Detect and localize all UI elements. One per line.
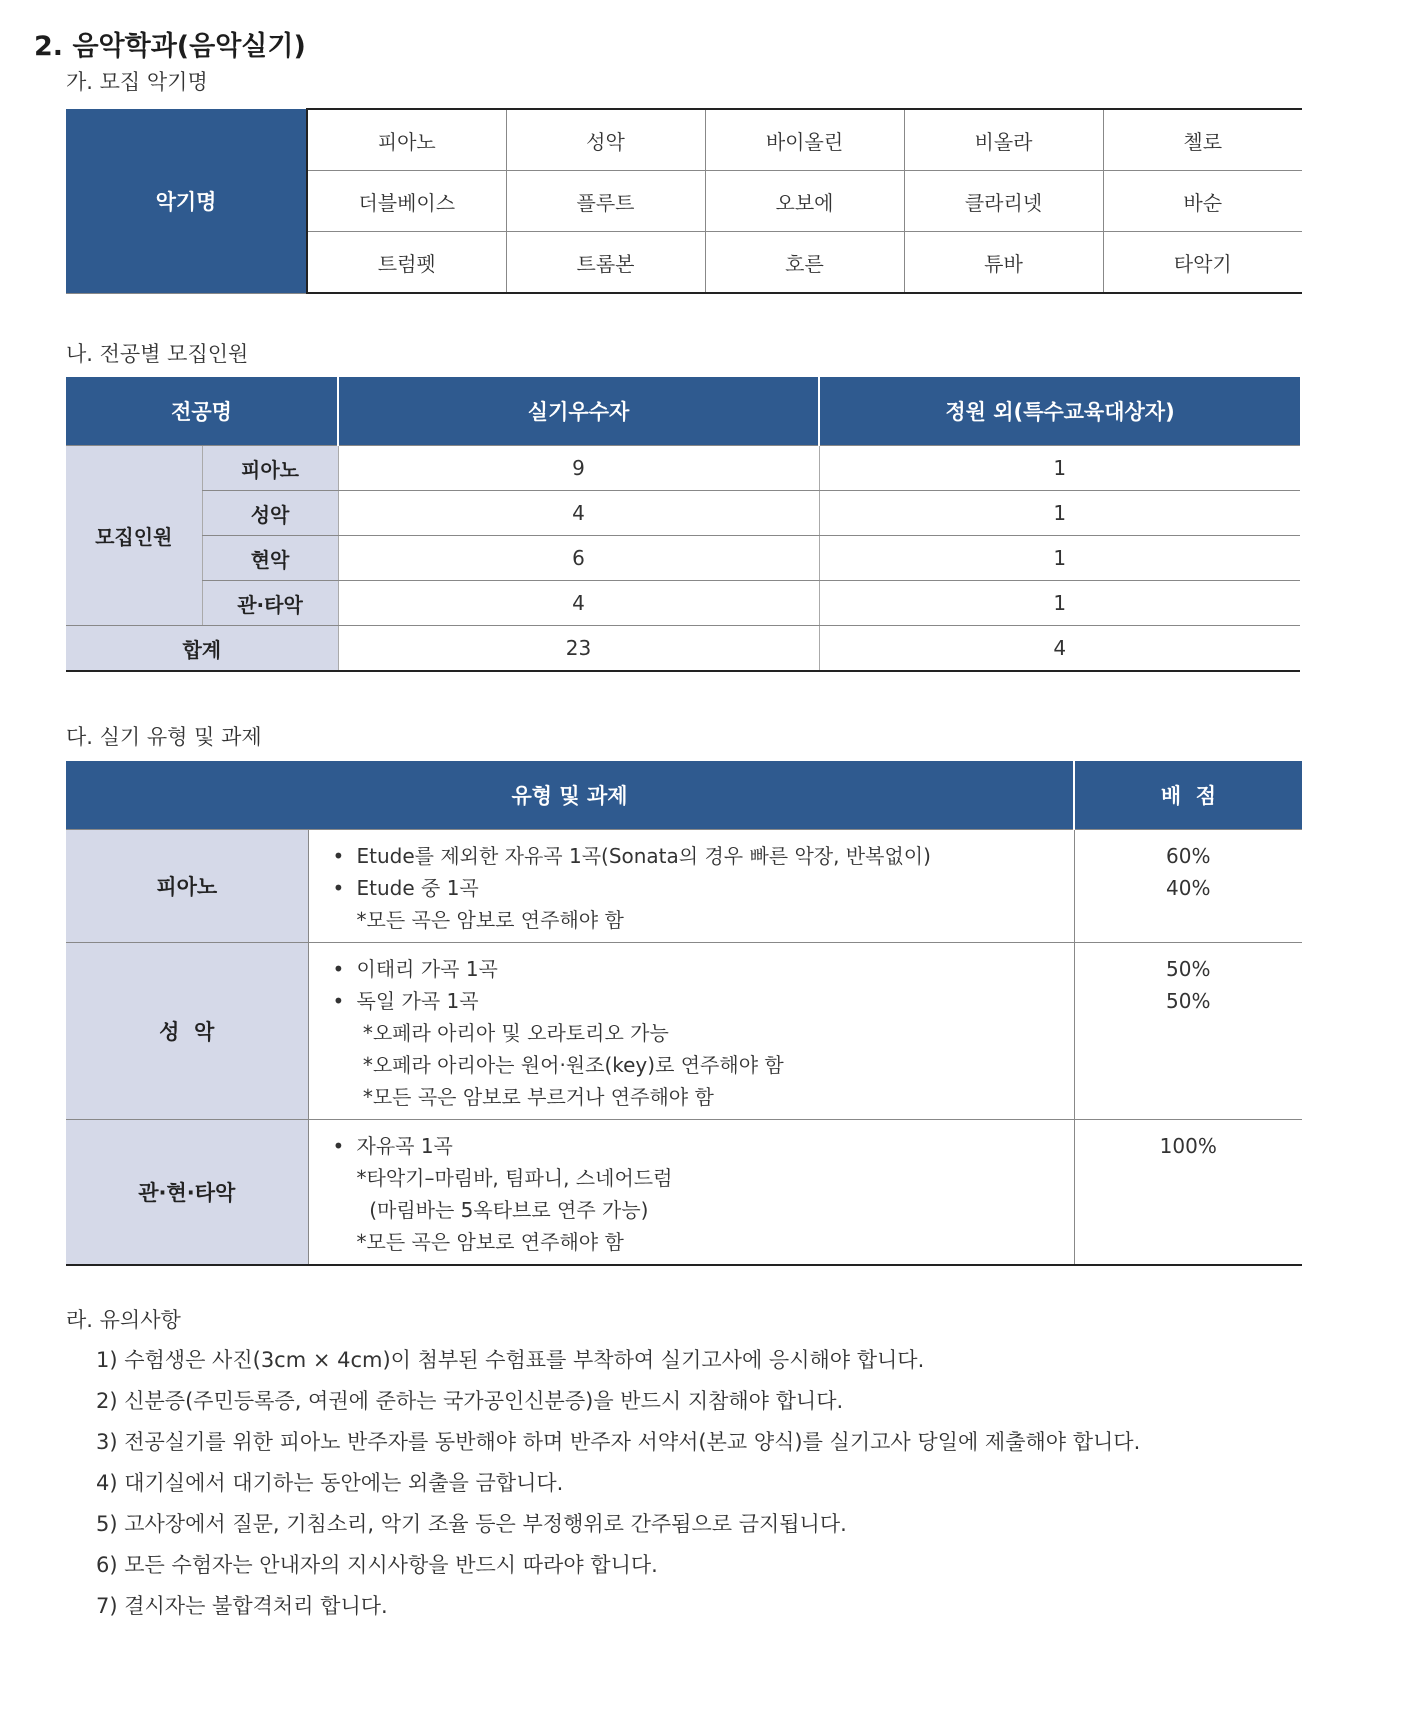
quota-major: 성악 [202, 491, 338, 536]
notes-heading: 라. 유의사항 [66, 1308, 181, 1332]
quota-header-excellent: 실기우수자 [338, 377, 819, 446]
task-score: 100% [1159, 1134, 1217, 1158]
task-scores [1075, 1120, 1303, 1162]
instrument-cell: 클라리넷 [904, 171, 1103, 232]
task-line: • Etude 중 1곡 [332, 876, 479, 900]
quota-excellent: 4 [338, 491, 819, 536]
task-scores [1075, 830, 1303, 904]
instrument-cell: 바순 [1103, 171, 1302, 232]
task-line: *타악기–마림바, 팀파니, 스네어드럼 [356, 1166, 673, 1190]
task-line: *오페라 아리아 및 오라토리오 가능 [356, 1021, 669, 1045]
instrument-cell: 첼로 [1103, 109, 1302, 171]
quota-extra: 1 [819, 536, 1300, 581]
task-score: 50% [1166, 957, 1211, 981]
task-line: (마림바는 5옥타브로 연주 가능) [356, 1198, 649, 1222]
note-item: 4) 대기실에서 대기하는 동안에는 외출을 금합니다. [96, 1471, 564, 1495]
instrument-cell: 비올라 [904, 109, 1103, 171]
quota-excellent: 9 [338, 446, 819, 491]
task-lines [309, 943, 1074, 1119]
note-item: 2) 신분증(주민등록증, 여권에 준하는 국가공인신분증)을 반드시 지참해야 합니다. [96, 1389, 844, 1413]
instrument-cell: 플루트 [506, 171, 705, 232]
instrument-cell: 오보에 [705, 171, 904, 232]
instrument-cell: 성악 [506, 109, 705, 171]
notes-section [66, 1304, 1141, 1618]
quota-header-major: 전공명 [66, 377, 338, 446]
task-score: 40% [1166, 876, 1211, 900]
quota-group-label: 모집인원 [66, 446, 202, 626]
task-line: *모든 곡은 암보로 부르거나 연주해야 함 [356, 1085, 714, 1109]
tasks-heading: 다. 실기 유형 및 과제 [66, 725, 262, 749]
note-item: 6) 모든 수험자는 안내자의 지시사항을 반드시 따라야 합니다. [96, 1553, 658, 1577]
note-item: 5) 고사장에서 질문, 기침소리, 악기 조율 등은 부정행위로 간주됨으로 금지됩니다. [96, 1512, 847, 1536]
quota-excellent: 6 [338, 536, 819, 581]
instruments-heading: 가. 모집 악기명 [66, 70, 208, 94]
quota-major: 피아노 [202, 446, 338, 491]
task-line: • 이태리 가곡 1곡 [332, 957, 498, 981]
task-scores [1075, 943, 1303, 1017]
task-label-brass-strings-percussion: 관·현·타악 [66, 1120, 308, 1266]
instrument-cell: 호른 [705, 232, 904, 294]
note-item: 1) 수험생은 사진(3cm × 4cm)이 첨부된 수험표를 부착하여 실기고사에 응시해야 합니다. [96, 1348, 925, 1372]
task-label-piano: 피아노 [66, 830, 308, 943]
task-line: *모든 곡은 암보로 연주해야 함 [356, 908, 624, 932]
instrument-cell: 튜바 [904, 232, 1103, 294]
task-score: 50% [1166, 989, 1211, 1013]
instrument-cell: 더블베이스 [307, 171, 506, 232]
quota-heading: 나. 전공별 모집인원 [66, 342, 249, 366]
quota-total-excellent: 23 [338, 626, 819, 672]
task-line: *오페라 아리아는 원어·원조(key)로 연주해야 함 [356, 1053, 784, 1077]
instruments-table [66, 108, 1302, 294]
quota-excellent: 4 [338, 581, 819, 626]
tasks-header-type: 유형 및 과제 [66, 761, 1074, 830]
quota-major: 관·타악 [202, 581, 338, 626]
instrument-cell: 트롬본 [506, 232, 705, 294]
quota-total-label: 합계 [66, 626, 338, 672]
instrument-row-label: 악기명 [66, 109, 307, 293]
quota-major: 현악 [202, 536, 338, 581]
instrument-cell: 트럼펫 [307, 232, 506, 294]
task-line: *모든 곡은 암보로 연주해야 함 [356, 1230, 624, 1254]
section-title: 2. 음악학과(음악실기) [34, 31, 306, 62]
quota-total-extra: 4 [819, 626, 1300, 672]
task-lines [309, 1120, 1074, 1264]
task-line: • 독일 가곡 1곡 [332, 989, 479, 1013]
quota-extra: 1 [819, 446, 1300, 491]
quota-extra: 1 [819, 581, 1300, 626]
instrument-cell: 피아노 [307, 109, 506, 171]
quota-extra: 1 [819, 491, 1300, 536]
task-line: • Etude를 제외한 자유곡 1곡(Sonata의 경우 빠른 악장, 반복없이) [332, 844, 931, 868]
quota-table [66, 377, 1300, 672]
instrument-cell: 바이올린 [705, 109, 904, 171]
task-label-vocal: 성 악 [66, 943, 308, 1120]
instrument-cell: 타악기 [1103, 232, 1302, 294]
tasks-table [66, 761, 1302, 1266]
quota-header-extra: 정원 외(특수교육대상자) [819, 377, 1300, 446]
task-score: 60% [1166, 844, 1211, 868]
tasks-header-score: 배 점 [1074, 761, 1302, 830]
task-lines [309, 830, 1074, 942]
task-line: • 자유곡 1곡 [332, 1134, 453, 1158]
note-item: 7) 결시자는 불합격처리 합니다. [96, 1594, 388, 1618]
note-item: 3) 전공실기를 위한 피아노 반주자를 동반해야 하며 반주자 서약서(본교 양식)를 실기고사 당일에 제출해야 합니다. [96, 1430, 1141, 1454]
